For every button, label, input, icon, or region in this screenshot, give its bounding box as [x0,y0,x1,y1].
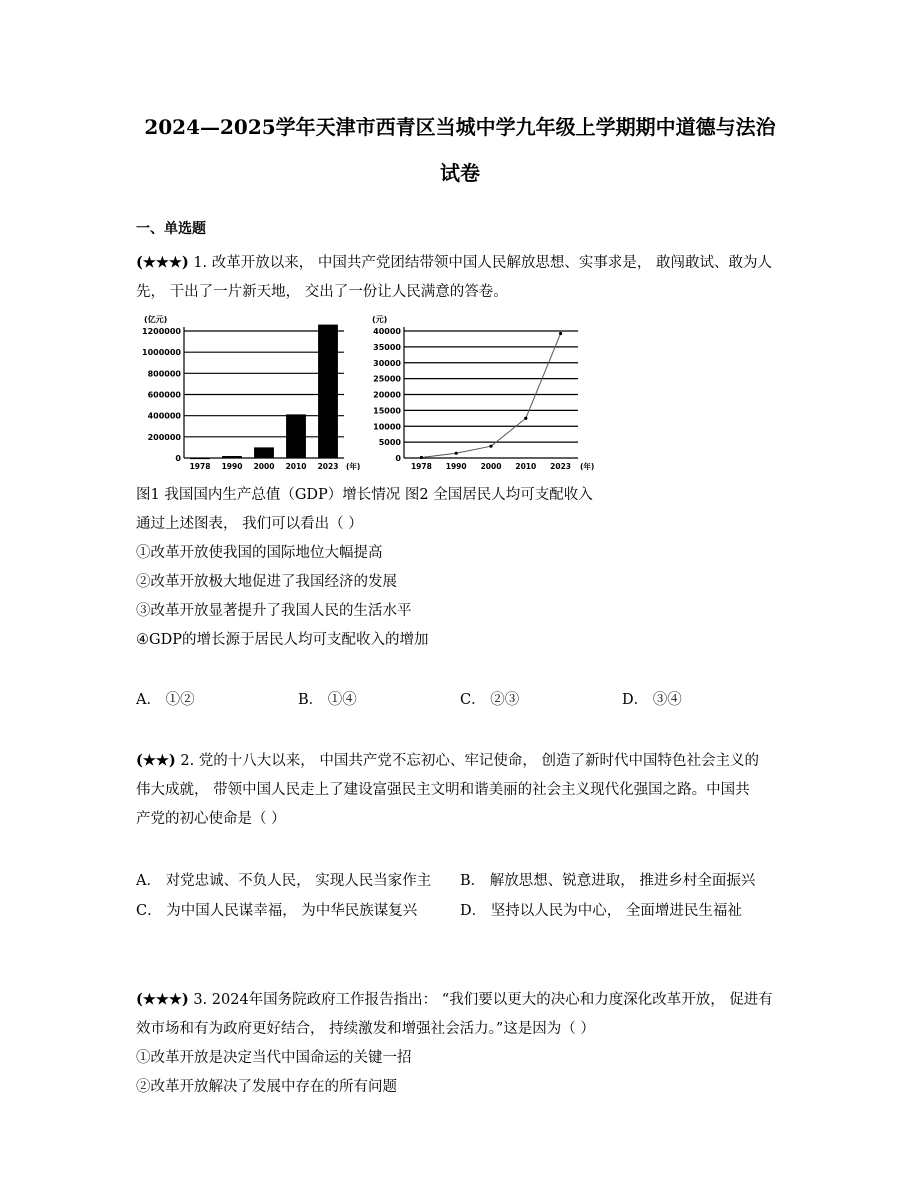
q3-text [136,985,792,1102]
q2-option-d[interactable]: D． 坚持以人民为中心， 全面增进民生福祉 [460,903,742,919]
y-tick-label: 10000 [373,422,401,432]
x-tick-label: 2023 [550,462,572,471]
y-tick-label: 400000 [147,411,181,421]
q3-difficulty: (★★★) [136,991,189,1008]
q2-text-line-1: 2. 党的十八大以来， 中国共产党不忘初心、牢记使命， 创造了新时代中国特色社会主义的 [175,753,760,769]
x-axis-label: (年) [346,462,361,471]
q1-item-3: ③改革开放显著提升了我国人民的生活水平 [136,603,412,619]
x-tick-label: 2023 [317,462,339,471]
data-point [524,417,527,420]
x-tick-label: 1978 [410,462,432,471]
q2-text [136,746,792,834]
q2-option-a[interactable]: A． 对党忠诚、不负人民， 实现人民当家作主 [136,873,432,889]
x-tick-label: 1978 [189,462,211,471]
q3-item-2: ②改革开放解决了发展中存在的所有问题 [136,1079,397,1095]
x-tick-label: 2000 [480,462,502,471]
q1-body [136,481,792,655]
q1-text [136,248,792,307]
bar [318,325,338,458]
q1-option-c[interactable]: C． ②③ [460,692,520,708]
q2-text-line-2: 伟大成就， 带领中国人民走上了建设富强民主文明和谐美丽的社会主义现代化强国之路。中国共 [136,782,750,798]
y-tick-label: 35000 [373,342,401,352]
q1-text-line-2: 先， 干出了一片新天地， 交出了一份让人民满意的答卷。 [136,284,508,300]
x-tick-label: 2000 [253,462,275,471]
q1-option-a[interactable]: A． ①② [136,692,195,708]
q1-option-b[interactable]: B． ①④ [298,692,357,708]
page-title [100,104,820,196]
q2-option-c[interactable]: C． 为中国人民谋幸福， 为中华民族谋复兴 [136,903,418,919]
x-tick-label: 2010 [515,462,537,471]
y-tick-label: 0 [175,454,181,463]
bar [254,447,274,458]
y-unit-label: (亿元) [144,315,168,324]
q1-item-1: ①改革开放使我国的国际地位大幅提高 [136,545,383,561]
data-point [420,456,423,459]
bar [190,458,210,460]
y-tick-label: 30000 [373,358,401,368]
data-point [559,332,562,335]
q1-text-line-1: 1. 改革开放以来， 中国共产党团结带领中国人民解放思想、实事求是， 敢闯敢试、敢为人 [188,255,772,271]
q1-stem: 通过上述图表， 我们可以看出（ ） [136,516,363,532]
y-tick-label: 600000 [147,390,181,400]
q1-difficulty: (★★★) [136,254,189,271]
bar [286,414,306,458]
y-tick-label: 5000 [378,438,401,448]
q1-item-2: ②改革开放极大地促进了我国经济的发展 [136,574,397,590]
x-tick-label: 1990 [221,462,243,471]
y-unit-label: (元) [372,315,388,324]
y-tick-label: 25000 [373,374,401,384]
y-tick-label: 0 [395,454,401,463]
y-tick-label: 15000 [373,406,401,416]
q3-text-line-2: 效市场和有为政府更好结合， 持续激发和增强社会活力。”这是因为（ ） [136,1021,595,1037]
q2-difficulty: (★★) [136,752,176,769]
income-line-chart [364,310,595,478]
q2-text-line-3: 产党的初心使命是（ ） [136,811,286,827]
title-line-1: 2024—2025学年天津市西青区当城中学九年级上学期期中道德与法治 [144,115,776,139]
section-heading: 一、单选题 [136,221,206,237]
bar [222,456,242,458]
y-tick-label: 1000000 [142,348,181,358]
x-tick-label: 1990 [445,462,467,471]
x-axis-label: (年) [580,462,595,471]
x-tick-label: 2010 [285,462,307,471]
title-line-2: 试卷 [440,161,480,185]
q1-caption: 图1 我国国内生产总值（GDP）增长情况 图2 全国居民人均可支配收入 [136,487,593,503]
q2-option-b[interactable]: B． 解放思想、锐意进取， 推进乡村全面振兴 [460,873,756,889]
y-tick-label: 1200000 [142,327,181,336]
y-tick-label: 20000 [373,390,401,400]
y-tick-label: 200000 [147,432,181,442]
data-point [455,452,458,455]
y-tick-label: 800000 [147,369,181,379]
gdp-bar-chart [136,310,366,478]
series-line [421,333,560,457]
q1-item-4: ④GDP的增长源于居民人均可支配收入的增加 [136,632,429,648]
q3-item-1: ①改革开放是决定当代中国命运的关键一招 [136,1050,412,1066]
q1-option-d[interactable]: D． ③④ [622,692,682,708]
data-point [489,445,492,448]
q3-text-line-1: 3. 2024年国务院政府工作报告指出： “我们要以更大的决心和力度深化改革开放， 促进有 [188,992,773,1008]
y-tick-label: 40000 [373,327,401,336]
